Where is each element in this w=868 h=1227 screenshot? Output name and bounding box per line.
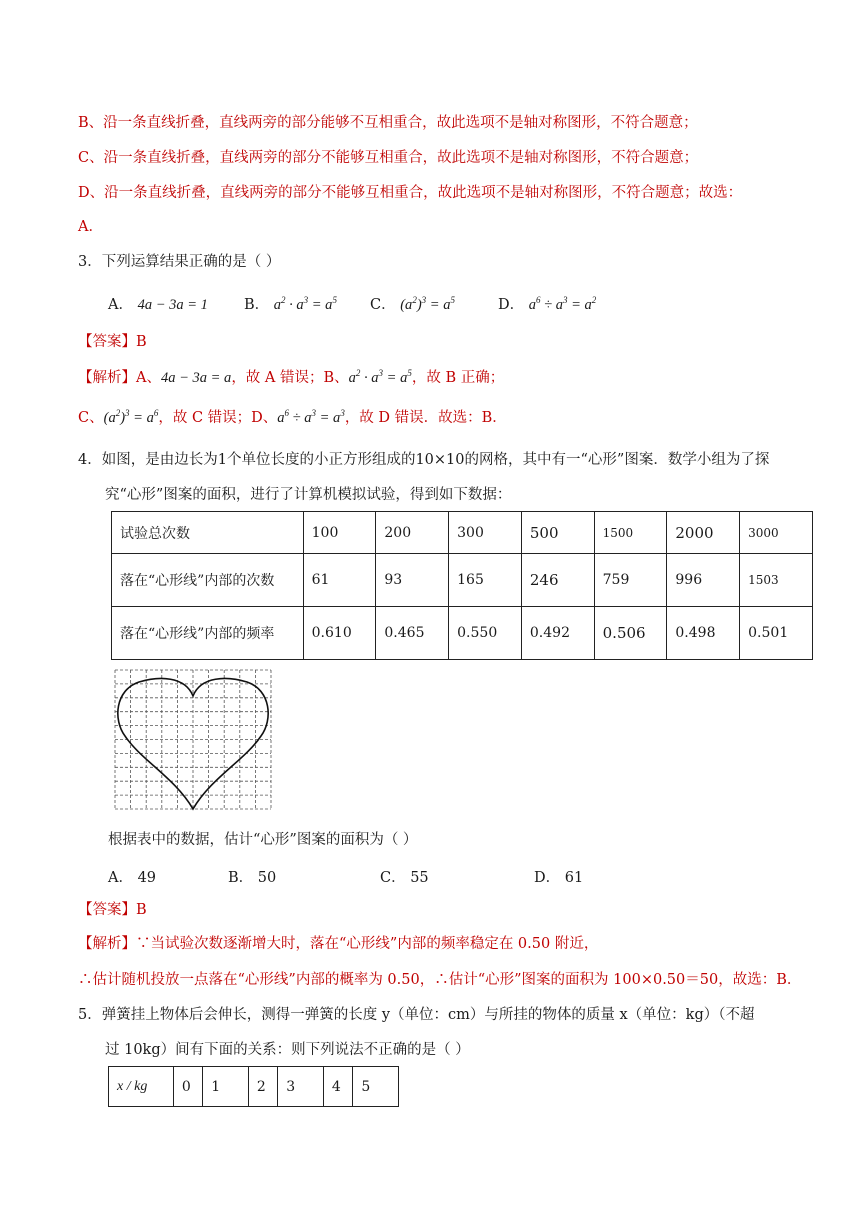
explanation-line-a: A． (78, 219, 103, 235)
table-cell: 200 (376, 512, 449, 554)
explanation-line-b: B、沿一条直线折叠，直线两旁的部分能够不互相重合，故此选项不是轴对称图形，不符合题意； (78, 115, 698, 131)
table-cell: 0.506 (594, 607, 667, 660)
q3-option-b: B． $a^2 \cdot a^3 = a^5$ (244, 295, 337, 313)
q3-options (108, 293, 708, 315)
table-row (112, 607, 813, 660)
q4-option-c: C． 55 (380, 870, 429, 886)
table-cell: 1500 (594, 512, 667, 554)
heart-grid-figure (113, 668, 273, 811)
q4-options (108, 866, 628, 888)
q5-stem-line-1: 5．弹簧挂上物体后会伸长，测得一弹簧的长度 y（单位：cm）与所挂的物体的质量 x（单位：kg）（不超 (78, 1007, 755, 1023)
q3-answer: 【答案】B (78, 334, 147, 350)
table-cell: 落在“心形线”内部的频率 (112, 607, 304, 660)
q3-option-c: C． $(a^2)^3 = a^5$ (370, 295, 455, 313)
grid-lines (115, 670, 271, 809)
table-cell: 759 (594, 554, 667, 607)
table-cell: 0.498 (667, 607, 740, 660)
table-row (109, 1067, 399, 1107)
table-cell: 落在“心形线”内部的次数 (112, 554, 304, 607)
q3-stem: 3．下列运算结果正确的是（ ） (78, 254, 281, 270)
table-cell: 165 (449, 554, 522, 607)
q4-explanation-2: ∴估计随机投放一点落在“心形线”内部的概率为 0.50，∴估计“心形”图案的面积为 100×0.50＝50，故选：B． (78, 972, 802, 988)
table-cell: 0.501 (740, 607, 813, 660)
q4-option-b: B． 50 (228, 870, 277, 886)
table-cell: 996 (667, 554, 740, 607)
q3-option-a: A． 4a − 3a = 1 (108, 297, 208, 313)
table-cell: 0.610 (303, 607, 376, 660)
table-cell: 1 (203, 1067, 249, 1107)
q5-data-table (108, 1066, 399, 1107)
explanation-line-c: C、沿一条直线折叠，直线两旁的部分不能够互相重合，故此选项不是轴对称图形，不符合题意； (78, 150, 699, 166)
table-cell: 61 (303, 554, 376, 607)
table-cell: 100 (303, 512, 376, 554)
table-cell: 300 (449, 512, 522, 554)
table-cell: 试验总次数 (112, 512, 304, 554)
q4-option-a: A． 49 (108, 870, 157, 886)
table-cell: 93 (376, 554, 449, 607)
table-cell: 0.492 (521, 607, 594, 660)
q4-data-table (111, 511, 813, 660)
q4-stem-line-1: 4．如图，是由边长为1个单位长度的小正方形组成的10×10的网格，其中有一“心形”图案．数学小组为了探 (78, 452, 770, 468)
table-cell: 0.465 (376, 607, 449, 660)
q4-stem-line-2: 究“心形”图案的面积，进行了计算机模拟试验，得到如下数据： (105, 487, 512, 503)
table-cell: 0 (173, 1067, 202, 1107)
table-cell: 2000 (667, 512, 740, 554)
q4-explanation-1: 【解析】∵当试验次数逐渐增大时，落在“心形线”内部的频率稳定在 0.50 附近， (78, 936, 599, 952)
table-cell: 2 (248, 1067, 277, 1107)
table-cell: 4 (323, 1067, 352, 1107)
q3-explanation-2: C、$(a^2)^3 = a^6$，故 C 错误；D、$a^6 \div a^3 = a^3$，故 D 错误．故选：B． (78, 408, 507, 426)
q5-stem-line-2: 过 10kg）间有下面的关系：则下列说法不正确的是（ ） (105, 1042, 470, 1058)
table-cell: 5 (353, 1067, 399, 1107)
q4-question: 根据表中的数据，估计“心形”图案的面积为（ ） (108, 832, 418, 848)
q3-explanation-1: 【解析】A、4a − 3a = a，故 A 错误；B、$a^2 \cdot a^3 = a^5$，故 B 正确； (78, 368, 505, 386)
table-cell: 3 (278, 1067, 324, 1107)
q4-option-d: D． 61 (534, 870, 584, 886)
q3-option-d: D． $a^6 \div a^3 = a^2$ (498, 295, 597, 313)
explanation-line-d: D、沿一条直线折叠，直线两旁的部分不能够互相重合，故此选项不是轴对称图形，不符合题意；故选： (78, 185, 743, 201)
table-cell: 500 (521, 512, 594, 554)
table-cell: 246 (521, 554, 594, 607)
table-cell: x / kg (109, 1067, 174, 1107)
q4-answer: 【答案】B (78, 902, 147, 918)
table-cell: 1503 (740, 554, 813, 607)
table-row (112, 554, 813, 607)
table-cell: 0.550 (449, 607, 522, 660)
table-cell: 3000 (740, 512, 813, 554)
table-row (112, 512, 813, 554)
